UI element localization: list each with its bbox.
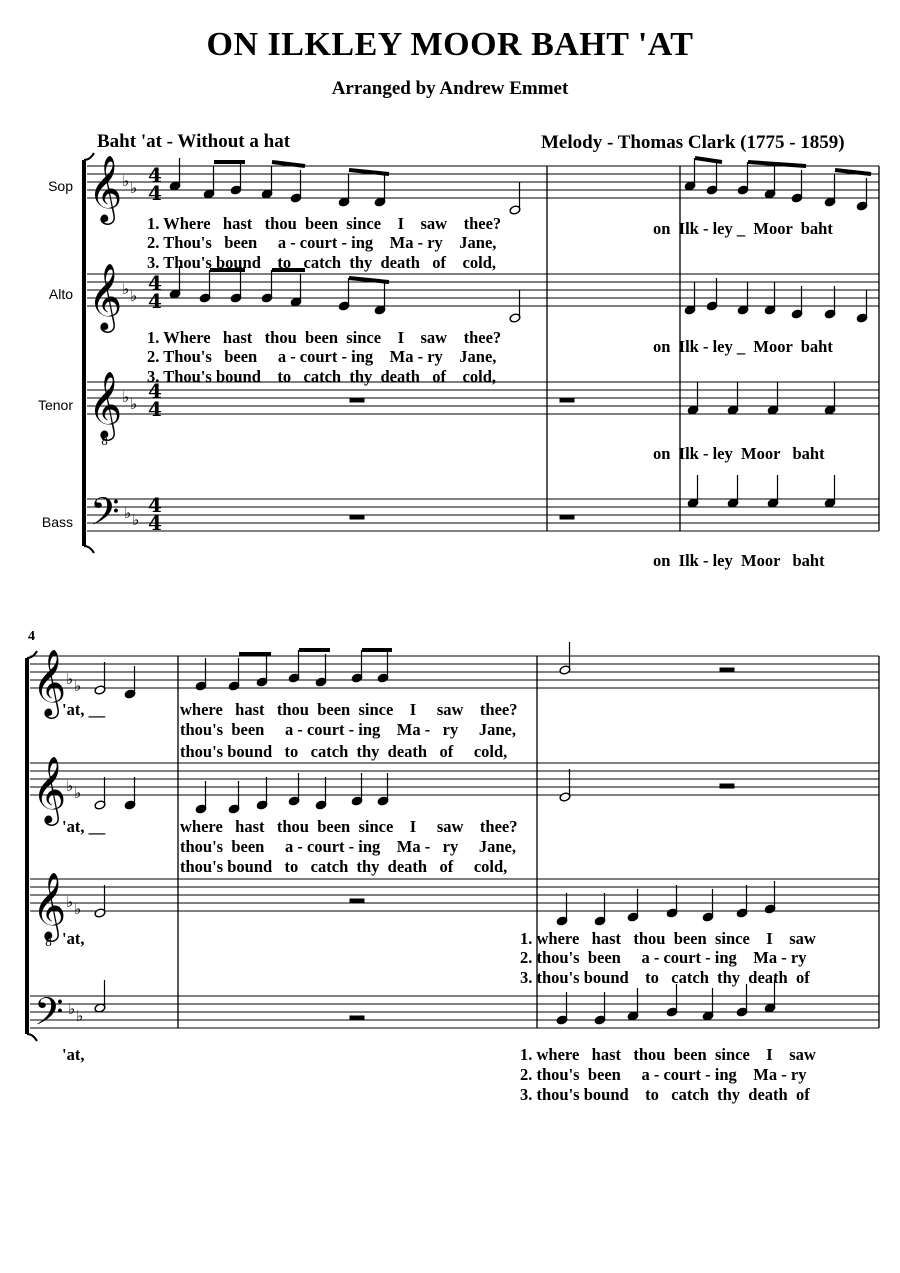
svg-text:♭: ♭: [74, 900, 82, 918]
bass-clef-icon: 𝄢: [90, 489, 120, 543]
beam: [349, 278, 389, 282]
whole-rest: [560, 515, 574, 519]
lyric-tenor-refrain: on Ilk - ley Moor baht: [653, 444, 825, 463]
whole-rest: [350, 899, 364, 903]
svg-text:4: 4: [148, 271, 162, 295]
whole-rest: [350, 1016, 364, 1020]
svg-text:4: 4: [148, 163, 162, 187]
lyric-alto-at: 'at, __: [62, 817, 106, 836]
lyric-sop-verse3: 3. Thou's bound to catch thy death of cold,: [147, 253, 497, 272]
svg-text:♭: ♭: [122, 172, 130, 190]
treble-clef-icon: 𝄞: [32, 871, 67, 939]
lyric-sop-at: 'at, __: [62, 700, 106, 719]
beam: [748, 162, 806, 166]
lyric-sop-line1: where hast thou been since I saw thee?: [180, 700, 518, 719]
lyric-alto-verse1: 1. Where hast thou been since I saw thee?: [147, 328, 502, 347]
treble-clef-icon: 𝄞: [88, 154, 123, 222]
lyric-alto-refrain: on Ilk - ley _ Moor baht: [653, 337, 833, 356]
svg-text:♭: ♭: [130, 287, 138, 305]
lyric-sop-line3: thou's bound to catch thy death of cold,: [180, 742, 508, 761]
svg-text:4: 4: [148, 511, 162, 535]
svg-text:4: 4: [148, 493, 162, 517]
lyric-alto-line3: thou's bound to catch thy death of cold,: [180, 857, 508, 876]
whole-rest: [560, 398, 574, 402]
svg-text:♭: ♭: [130, 395, 138, 413]
lyric-sop-refrain: on Ilk - ley _ Moor baht: [653, 219, 833, 238]
svg-text:♭: ♭: [76, 1007, 84, 1025]
svg-text:4: 4: [148, 397, 162, 421]
lyric-sop-verse2: 2. Thou's been a - court - ing Ma - ry Jane,: [147, 233, 497, 252]
part-label-alto: Alto: [48, 286, 73, 302]
svg-text:4: 4: [148, 289, 162, 313]
treble-clef-icon: 𝄞: [88, 370, 123, 438]
lyric-bass-refrain: on Ilk - ley Moor baht: [653, 551, 825, 570]
svg-text:♭: ♭: [122, 388, 130, 406]
treble-clef-icon: 𝄞: [32, 648, 67, 716]
svg-text:♭: ♭: [68, 1000, 76, 1018]
lyric-alto-verse2: 2. Thou's been a - court - ing Ma - ry Jane,: [147, 347, 497, 366]
measure-number: 4: [28, 629, 35, 644]
composer-credit: Melody - Thomas Clark (1775 - 1859): [541, 132, 845, 153]
score-title: ON ILKLEY MOOR BAHT 'AT: [206, 26, 694, 63]
whole-rest: [350, 398, 364, 402]
beam: [349, 170, 389, 174]
lyric-sop-line2: thou's been a - court - ing Ma - ry Jane,: [180, 720, 516, 739]
bass-clef-icon: 𝄢: [34, 989, 64, 1043]
svg-text:♭: ♭: [122, 280, 130, 298]
treble-clef-icon: 𝄞: [88, 262, 123, 330]
svg-text:8: 8: [101, 435, 108, 448]
lyric-alto-line2: thou's been a - court - ing Ma - ry Jane,: [180, 837, 516, 856]
whole-rest: [720, 784, 734, 788]
lyric-bass-line3: 3. thou's bound to catch thy death of: [520, 1085, 810, 1104]
svg-text:♭: ♭: [66, 670, 74, 688]
lyric-alto-line1: where hast thou been since I saw thee?: [180, 817, 518, 836]
lyric-tenor-line3: 3. thou's bound to catch thy death of: [520, 968, 810, 987]
lyric-tenor-at: 'at,: [62, 929, 85, 948]
svg-text:♭: ♭: [124, 504, 132, 522]
lyric-bass-at: 'at,: [62, 1045, 85, 1064]
part-label-tenor: Tenor: [37, 397, 73, 413]
svg-text:♭: ♭: [74, 677, 82, 695]
arranger-credit: Arranged by Andrew Emmet: [331, 78, 569, 99]
svg-text:♭: ♭: [132, 511, 140, 529]
treble-clef-icon: 𝄞: [32, 755, 67, 823]
part-label-bass: Bass: [41, 514, 73, 530]
lyric-bass-line1: 1. where hast thou been since I saw: [520, 1045, 816, 1064]
whole-rest: [350, 515, 364, 519]
svg-text:♭: ♭: [74, 784, 82, 802]
part-label-sop: Sop: [48, 178, 73, 194]
lyric-sop-verse1: 1. Where hast thou been since I saw thee?: [147, 214, 502, 233]
svg-text:♭: ♭: [130, 179, 138, 197]
beam: [695, 158, 722, 162]
lyric-bass-line2: 2. thou's been a - court - ing Ma - ry: [520, 1065, 807, 1084]
whole-rest: [720, 668, 734, 672]
lyric-tenor-line2: 2. thou's been a - court - ing Ma - ry: [520, 948, 807, 967]
svg-text:4: 4: [148, 181, 162, 205]
lyric-tenor-line1: 1. where hast thou been since I saw: [520, 929, 816, 948]
beam: [272, 162, 305, 166]
svg-text:♭: ♭: [66, 777, 74, 795]
svg-text:♭: ♭: [66, 893, 74, 911]
translation-note: Baht 'at - Without a hat: [97, 131, 291, 152]
lyric-alto-verse3: 3. Thou's bound to catch thy death of cold,: [147, 367, 497, 386]
beam: [835, 170, 871, 174]
svg-text:8: 8: [45, 936, 52, 949]
svg-text:4: 4: [148, 379, 162, 403]
